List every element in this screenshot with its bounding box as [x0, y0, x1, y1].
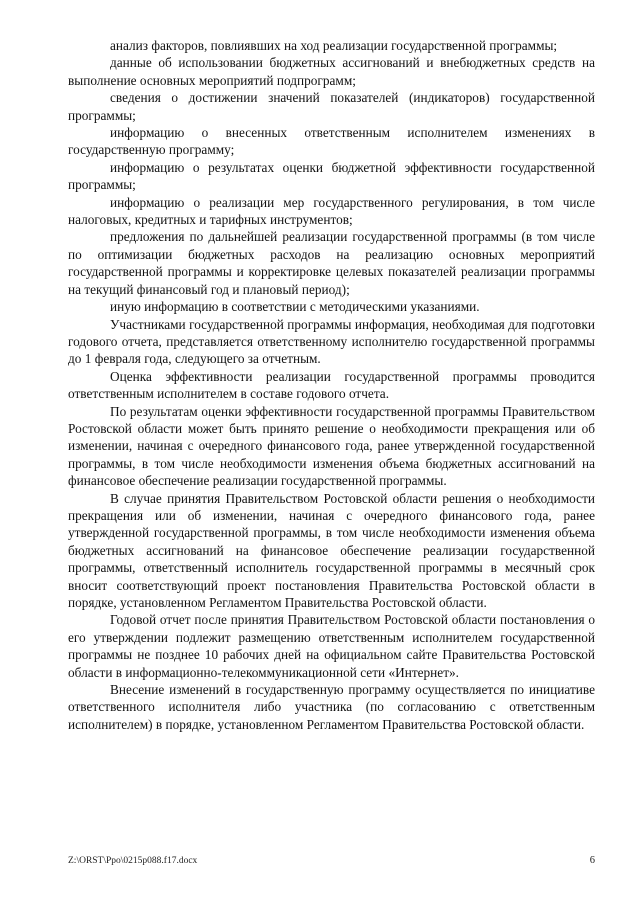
paragraph: Внесение изменений в государственную программу осуществляется по инициативе ответственного исполнителя либо участника (по согласованию с ответственным исполнителем) в порядке, установленном Регламентом Правительства Ростовской области.	[68, 682, 595, 732]
paragraph: Участниками государственной программы информация, необходимая для подготовки годового отчета, представляется ответственному исполнителю государственной программы до 1 февраля года, следующего за отчетным.	[68, 316, 595, 367]
page-number: 6	[589, 855, 595, 866]
page-footer	[68, 856, 595, 870]
paragraph: информацию о реализации мер государственного регулирования, в том числе налоговых, кредитных и тарифных инструментов;	[68, 194, 595, 228]
document-body	[68, 37, 595, 733]
paragraph: Годовой отчет после принятия Правительством Ростовской области постановления о его утверждении подлежит размещению ответственным исполнителем государственной программы не позднее 10 рабочих дней на официальном сайте Правительства Ростовской области в информационно-телекоммуникационной сети «Интернет».	[68, 612, 595, 680]
paragraph: данные об использовании бюджетных ассигнований и внебюджетных средств на выполнение основных мероприятий подпрограмм;	[68, 55, 595, 88]
paragraph: Оценка эффективности реализации государственной программы проводится ответственным исполнителем в составе годового отчета.	[68, 368, 595, 402]
paragraph: информацию о внесенных ответственным исполнителем изменениях в государственную программу;	[68, 125, 595, 158]
file-path: Z:\ORST\Ppo\0215p088.f17.docx	[68, 856, 198, 866]
paragraph: анализ факторов, повлиявших на ход реализации государственной программы;	[110, 38, 558, 53]
paragraph: По результатам оценки эффективности государственной программы Правительством Ростовской области может быть принято решение о необходимости прекращения или об изменении, начиная с очередного финансового года, ранее утвержденной государственной программы, в том числе необходимости изменения объема бюджетных ассигнований на финансовое обеспечение реализации государственной программы.	[68, 403, 595, 489]
paragraph: иную информацию в соответствии с методическими указаниями.	[110, 299, 480, 315]
paragraph: сведения о достижении значений показателей (индикаторов) государственной программы;	[68, 90, 595, 123]
paragraph: информацию о результатах оценки бюджетной эффективности государственной программы;	[68, 159, 595, 193]
paragraph: предложения по дальнейшей реализации государственной программы (в том числе по оптимизации бюджетных расходов на реализацию основных мероприятий государственной программы и корректировке целевых показателей реализации программы на текущий финансовый год и плановый период);	[68, 229, 595, 297]
paragraph: В случае принятия Правительством Ростовской области решения о необходимости прекращения или об изменении, начиная с очередного финансового года, ранее утвержденной государственной программы, в том числе необходимости изменения объема бюджетных ассигнований на финансовое обеспечение реализации государственной программы, ответственный исполнитель государственной программы в месячный срок вносит соответствующий проект постановления Правительства Ростовской области в порядке, установленном Регламентом Правительства Ростовской области.	[68, 490, 595, 610]
